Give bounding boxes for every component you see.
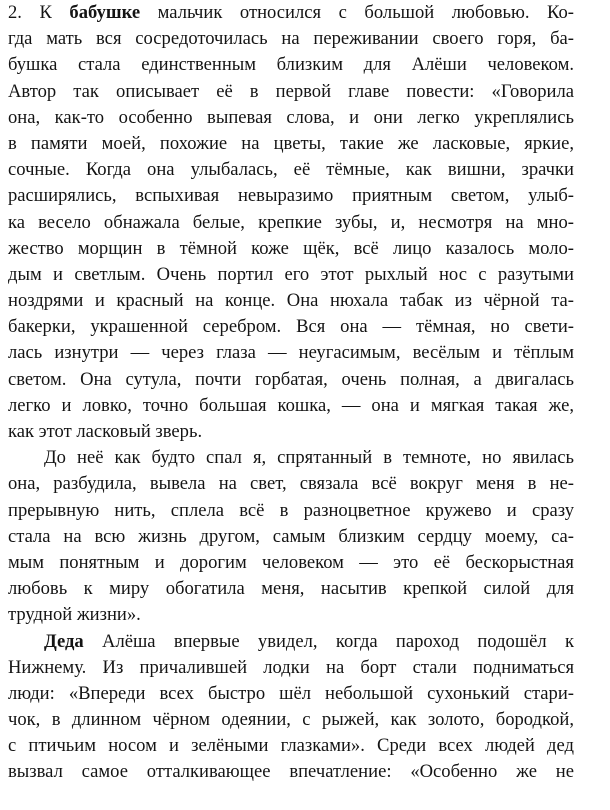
- text-line: стала на всю жизнь другом, самым близким сердцу моему, са-: [8, 525, 574, 547]
- text-line: прерывную нить, сплела всё в разноцветное кружево и сразу: [8, 499, 574, 521]
- line-text: 2. К: [8, 2, 70, 23]
- text-line: [8, 629, 574, 655]
- text-line: Нижнему. Из причалившей лодки на борт стали подниматься: [8, 656, 574, 678]
- document-page: [8, 0, 574, 786]
- line-text: мальчик относился с большой любовью. Ко-: [140, 2, 574, 23]
- text-line: любовь к миру обогатила меня, насытив крепкой силой для: [8, 578, 574, 600]
- text-line: она, как-то особенно выпевая слова, и они легко укреплялись: [8, 106, 574, 128]
- text-line: Автор так описывает её в первой главе повести: «Говорила: [8, 80, 574, 102]
- text-line: сочные. Когда она улыбалась, её тёмные, как вишни, зрачки: [8, 159, 574, 181]
- text-line: До неё как будто спал я, спрятанный в темноте, но явилась: [44, 447, 574, 469]
- text-line: вызвал самое отталкивающее впечатление: «Особенно же не: [8, 761, 574, 783]
- text-line: трудной жизни».: [8, 604, 141, 626]
- text-line: люди: «Впереди всех быстро шёл небольшой сухонький стари-: [8, 682, 574, 704]
- text-line: дым и светлым. Очень портил его этот рыхлый нос с разутыми: [8, 263, 574, 285]
- text-line: лась изнутри — через глаза — неугасимым, весёлым и тёплым: [8, 342, 574, 364]
- text-line: с птичьим носом и зелёными глазками». Среди всех людей дед: [8, 735, 574, 757]
- line-text: Алёша впервые увидел, когда пароход подошёл к: [83, 630, 574, 652]
- text-line: бакерки, украшенной серебром. Вся она — тёмная, но свети-: [8, 316, 574, 338]
- bold-term: бабушке: [69, 2, 141, 23]
- text-line: [8, 0, 574, 26]
- text-line: мым понятным и дорогим человеком — это её бескорыстная: [8, 551, 574, 573]
- text-line: жество морщин в тёмной коже щёк, всё лицо казалось моло-: [8, 237, 574, 259]
- text-line: в памяти моей, похожие на цветы, такие же ласковые, яркие,: [8, 132, 574, 154]
- text-line: она, разбудила, вывела на свет, связала всё вокруг меня в не-: [8, 473, 574, 495]
- text-line: легко и ловко, точно большая кошка, — она и мягкая такая же,: [8, 394, 574, 416]
- text-line: ноздрями и красный на конце. Она нюхала табак из чёрной та-: [8, 290, 574, 312]
- text-line: расширялись, вспыхивая невыразимо приятным светом, улыб-: [8, 185, 574, 207]
- text-line: как этот ласковый зверь.: [8, 421, 203, 442]
- text-line: бушка стала единственным близким для Алёши человеком.: [8, 54, 574, 76]
- text-line: ка весело обнажала белые, крепкие зубы, и, несмотря на мно-: [8, 211, 574, 233]
- bold-term: Деда: [44, 630, 84, 652]
- text-line: светом. Она сутула, почти горбатая, очень полная, а двигалась: [8, 368, 574, 390]
- text-line: чок, в длинном чёрном одеянии, с рыжей, как золото, бородкой,: [8, 709, 574, 731]
- text-line: гда мать вся сосредоточилась на переживании своего горя, ба-: [8, 28, 574, 50]
